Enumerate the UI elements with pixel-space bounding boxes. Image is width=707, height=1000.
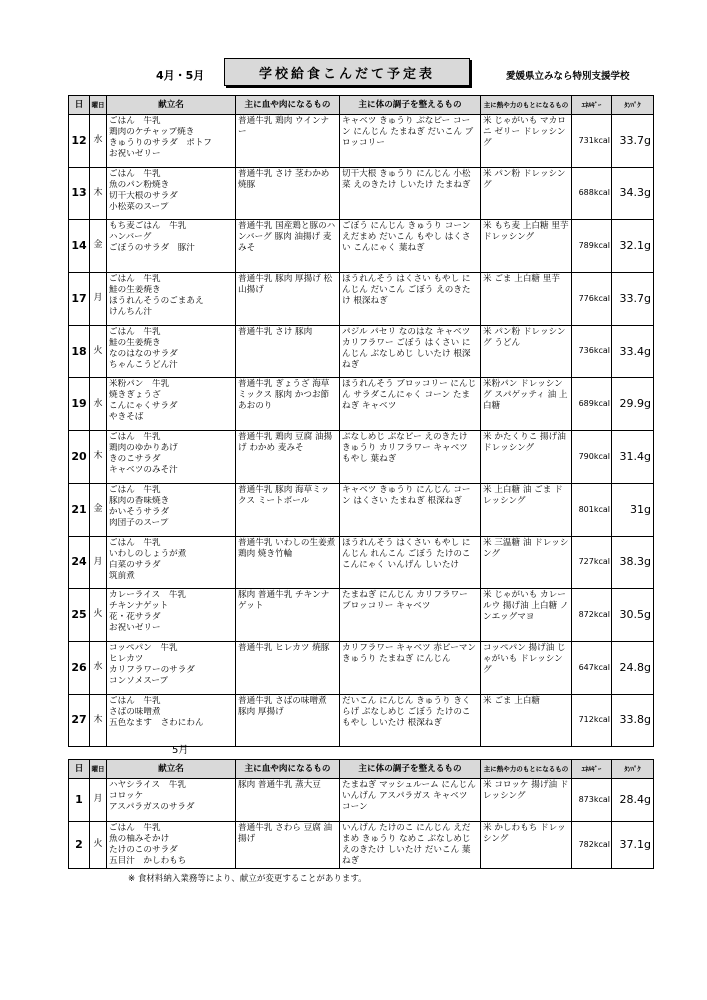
day-cell: 19: [69, 378, 90, 431]
table-row: [69, 779, 654, 822]
blood-cell: 普通牛乳 さばの味噌煮 豚肉 厚揚げ: [236, 694, 340, 747]
table-header-row: [69, 760, 654, 779]
menu-item: けんちん汁: [109, 307, 152, 318]
menu-cell: [107, 483, 236, 536]
menu-cell: [107, 325, 236, 378]
weekday-cell: 月: [90, 779, 107, 822]
menu-cell: [107, 589, 236, 642]
kcal-cell: 790kcal: [572, 431, 612, 484]
menu-item: やきそば: [109, 412, 144, 423]
energy-cell: 米 上白糖 油 ごま ドレッシング: [481, 483, 572, 536]
menu-item: かいそうサラダ: [109, 506, 170, 517]
table-row: [69, 378, 654, 431]
menu-item: 鮭の生姜焼き: [109, 337, 161, 348]
kcal-cell: 782kcal: [572, 822, 612, 869]
weekday-cell: 金: [90, 483, 107, 536]
menu-item: 焼きぎょうざ: [109, 390, 161, 401]
day-cell: 26: [69, 641, 90, 694]
body-cell: ぶなしめじ ぶなピー えのきたけ きゅうり カリフラワー キャベツ もやし 葉ねぎ: [340, 431, 481, 484]
menu-item: コッペパン 牛乳: [109, 642, 178, 653]
kcal-cell: 789kcal: [572, 220, 612, 273]
protein-cell: 31.4g: [612, 431, 654, 484]
protein-cell: 32.1g: [612, 220, 654, 273]
weekday-cell: 木: [90, 431, 107, 484]
menu-item: コンソメスープ: [109, 675, 169, 686]
menu-item: いわしのしょうが煮: [109, 548, 187, 559]
body-cell: いんげん たけのこ にんじん えだまめ きゅうり なめこ ぶなしめじ えのきたけ しいたけ だいこん 葉ねぎ: [340, 822, 481, 869]
weekday-cell: 火: [90, 822, 107, 869]
page-title: [224, 58, 470, 86]
table-row: [69, 167, 654, 220]
col-weekday: 曜日: [90, 760, 107, 779]
day-cell: 2: [69, 822, 90, 869]
blood-cell: 普通牛乳 国産鶏と豚のハンバーグ 豚肉 油揚げ 麦みそ: [236, 220, 340, 273]
menu-item: 豚肉の香味焼き: [109, 495, 170, 506]
protein-cell: 33.7g: [612, 273, 654, 326]
menu-item: 花・花サラダ: [109, 612, 161, 623]
energy-cell: 米粉パン ドレッシング スパゲッティ 油 上白糖: [481, 378, 572, 431]
may-label: 5月: [172, 745, 189, 756]
kcal-cell: 872kcal: [572, 589, 612, 642]
kcal-cell: 688kcal: [572, 167, 612, 220]
day-cell: 18: [69, 325, 90, 378]
protein-cell: 37.1g: [612, 822, 654, 869]
day-cell: 17: [69, 273, 90, 326]
menu-item: ハヤシライス 牛乳: [109, 780, 186, 790]
table-row: [69, 115, 654, 168]
col-energy: 主に熱や力のもとになるもの: [481, 760, 572, 779]
menu-item: ごはん 牛乳: [109, 274, 161, 285]
school-name: 愛媛県立みなら特別支援学校: [506, 71, 630, 82]
menu-item: こんにゃくサラダ: [109, 401, 178, 412]
day-cell: 13: [69, 167, 90, 220]
menu-item: 小松菜のスープ: [109, 201, 169, 212]
menu-item: ごはん 牛乳: [109, 537, 161, 548]
table-row: [69, 325, 654, 378]
menu-item: アスパラガスのサラダ: [109, 802, 195, 812]
body-cell: ほうれんそう はくさい もやし にんじん だいこん ごぼう えのきたけ 根深ねぎ: [340, 273, 481, 326]
blood-cell: 普通牛乳 さわら 豆腐 油揚げ: [236, 822, 340, 869]
weekday-cell: 火: [90, 325, 107, 378]
may-menu-table: [68, 759, 654, 869]
body-cell: ほうれんそう はくさい もやし にんじん れんこん ごぼう たけのこ こんにゃく いんげん しいたけ: [340, 536, 481, 589]
kcal-cell: 647kcal: [572, 641, 612, 694]
kcal-cell: 712kcal: [572, 694, 612, 747]
menu-item: ほうれんそうのごまあえ: [109, 296, 204, 307]
menu-item: ごはん 牛乳: [109, 823, 161, 833]
menu-item: ごぼうのサラダ 豚汁: [109, 243, 195, 254]
menu-item: さばの味噌煮: [109, 706, 161, 717]
menu-cell: [107, 273, 236, 326]
table-row: [69, 694, 654, 747]
blood-cell: 普通牛乳 いわしの生姜煮 鶏肉 焼き竹輪: [236, 536, 340, 589]
weekday-cell: 水: [90, 115, 107, 168]
col-kcal: ｴﾈﾙｷﾞｰ: [572, 96, 612, 115]
menu-item: コロッケ: [109, 791, 144, 801]
menu-item: 筑前煮: [109, 570, 135, 581]
table-row: [69, 641, 654, 694]
menu-item: お祝いゼリー: [109, 149, 161, 159]
col-body: 主に体の調子を整えるもの: [340, 760, 481, 779]
menu-item: きのこサラダ: [109, 454, 161, 465]
energy-cell: 米 じゃがいも マカロニ ゼリー ドレッシング: [481, 115, 572, 168]
menu-item: カリフラワーのサラダ: [109, 664, 195, 675]
weekday-cell: 火: [90, 589, 107, 642]
menu-cell: [107, 378, 236, 431]
menu-item: ごはん 牛乳: [109, 484, 161, 495]
weekday-cell: 金: [90, 220, 107, 273]
blood-cell: 普通牛乳 ヒレカツ 焼豚: [236, 641, 340, 694]
menu-item: 魚のパン粉焼き: [109, 179, 170, 190]
protein-cell: 38.3g: [612, 536, 654, 589]
protein-cell: 29.9g: [612, 378, 654, 431]
energy-cell: 米 コロッケ 揚げ油 ドレッシング: [481, 779, 572, 822]
kcal-cell: 689kcal: [572, 378, 612, 431]
col-protein: ﾀﾝﾊﾟｸ: [612, 760, 654, 779]
month-label: 4月・5月: [156, 69, 205, 82]
col-weekday: 曜日: [90, 96, 107, 115]
table-header-row: [69, 96, 654, 115]
menu-cell: [107, 536, 236, 589]
menu-item: 白菜のサラダ: [109, 559, 161, 570]
blood-cell: 普通牛乳 豚肉 厚揚げ 松山揚げ: [236, 273, 340, 326]
body-cell: 切干大根 きゅうり にんじん 小松菜 えのきたけ しいたけ たまねぎ: [340, 167, 481, 220]
kcal-cell: 776kcal: [572, 273, 612, 326]
protein-cell: 31g: [612, 483, 654, 536]
menu-item: たけのこのサラダ: [109, 845, 178, 855]
menu-item: 鶏肉のゆかりあげ: [109, 443, 178, 454]
menu-cell: [107, 167, 236, 220]
table-row: [69, 273, 654, 326]
menu-item: 肉団子のスープ: [109, 517, 169, 528]
weekday-cell: 月: [90, 536, 107, 589]
col-menu: 献立名: [107, 96, 236, 115]
day-cell: 12: [69, 115, 90, 168]
protein-cell: 33.7g: [612, 115, 654, 168]
menu-item: きゅうりのサラダ ポトフ: [109, 138, 212, 148]
energy-cell: 米 三温糖 油 ドレッシング: [481, 536, 572, 589]
col-blood: 主に血や肉になるもの: [236, 760, 340, 779]
weekday-cell: 水: [90, 378, 107, 431]
menu-cell: [107, 115, 236, 168]
menu-item: 切干大根のサラダ: [109, 190, 178, 201]
menu-item: カレーライス 牛乳: [109, 590, 187, 601]
kcal-cell: 801kcal: [572, 483, 612, 536]
body-cell: カリフラワー キャベツ 赤ピーマン きゅうり たまねぎ にんじん: [340, 641, 481, 694]
page-title-text: 学校給食こんだて予定表: [258, 66, 435, 82]
protein-cell: 30.5g: [612, 589, 654, 642]
menu-cell: [107, 431, 236, 484]
menu-item: もち麦ごはん 牛乳: [109, 221, 187, 232]
table-row: [69, 589, 654, 642]
body-cell: だいこん にんじん きゅうり きくらげ ぶなしめじ ごぼう たけのこ もやし しいたけ 根深ねぎ: [340, 694, 481, 747]
table-row: [69, 822, 654, 869]
energy-cell: 米 かたくりこ 揚げ油 ドレッシング: [481, 431, 572, 484]
menu-item: 五色なます さわにわん: [109, 717, 204, 728]
menu-item: 米粉パン 牛乳: [109, 379, 170, 390]
blood-cell: 普通牛乳 鶏肉 豆腐 油揚げ わかめ 麦みそ: [236, 431, 340, 484]
menu-item: 鮭の生姜焼き: [109, 285, 161, 296]
col-protein: ﾀﾝﾊﾟｸ: [612, 96, 654, 115]
energy-cell: 米 ごま 上白糖 里芋: [481, 273, 572, 326]
menu-cell: [107, 220, 236, 273]
menu-item: お祝いゼリー: [109, 623, 161, 634]
blood-cell: 豚肉 普通牛乳 蒸大豆: [236, 779, 340, 822]
day-cell: 27: [69, 694, 90, 747]
menu-item: 鶏肉のケチャップ焼き: [109, 127, 195, 137]
protein-cell: 33.4g: [612, 325, 654, 378]
menu-item: ハンバーグ: [109, 232, 152, 243]
body-cell: たまねぎ にんじん カリフラワー ブロッコリー キャベツ: [340, 589, 481, 642]
col-menu: 献立名: [107, 760, 236, 779]
menu-item: 魚の柚みそかけ: [109, 834, 170, 844]
col-kcal: ｴﾈﾙｷﾞｰ: [572, 760, 612, 779]
blood-cell: 普通牛乳 さけ 豚肉: [236, 325, 340, 378]
kcal-cell: 731kcal: [572, 115, 612, 168]
menu-item: ごはん 牛乳: [109, 116, 161, 126]
body-cell: たまねぎ マッシュルーム にんじん いんげん アスパラガス キャベツ コーン: [340, 779, 481, 822]
menu-item: 五目汁 かしわもち: [109, 856, 187, 866]
protein-cell: 34.3g: [612, 167, 654, 220]
blood-cell: 普通牛乳 鶏肉 ウインナー: [236, 115, 340, 168]
menu-item: ごはん 牛乳: [109, 168, 161, 179]
menu-item: キャベツのみそ汁: [109, 465, 178, 476]
body-cell: キャベツ きゅうり ぶなピー コーン にんじん たまねぎ だいこん ブロッコリー: [340, 115, 481, 168]
energy-cell: 米 もち麦 上白糖 里芋 ドレッシング: [481, 220, 572, 273]
protein-cell: 24.8g: [612, 641, 654, 694]
day-cell: 24: [69, 536, 90, 589]
blood-cell: 普通牛乳 豚肉 海草ミックス ミートボール: [236, 483, 340, 536]
energy-cell: 米 パン粉 ドレッシング: [481, 167, 572, 220]
energy-cell: 米 ごま 上白糖: [481, 694, 572, 747]
day-cell: 14: [69, 220, 90, 273]
menu-item: ちゃんこうどん汁: [109, 359, 178, 370]
energy-cell: 米 かしわもち ドレッシング: [481, 822, 572, 869]
day-cell: 25: [69, 589, 90, 642]
menu-item: なのはなのサラダ: [109, 348, 178, 359]
col-day: 日: [69, 96, 90, 115]
col-body: 主に体の調子を整えるもの: [340, 96, 481, 115]
weekday-cell: 月: [90, 273, 107, 326]
table-row: [69, 483, 654, 536]
day-cell: 1: [69, 779, 90, 822]
energy-cell: 米 じゃがいも カレールウ 揚げ油 上白糖 ノンエッグマヨ: [481, 589, 572, 642]
body-cell: キャベツ きゅうり にんじん コーン はくさい たまねぎ 根深ねぎ: [340, 483, 481, 536]
blood-cell: 普通牛乳 さけ 茎わかめ 焼豚: [236, 167, 340, 220]
body-cell: ほうれんそう ブロッコリー にんじん サラダこんにゃく コーン たまねぎ キャベツ: [340, 378, 481, 431]
table-row: [69, 431, 654, 484]
menu-item: ヒレカツ: [109, 653, 144, 664]
energy-cell: 米 パン粉 ドレッシング うどん: [481, 325, 572, 378]
menu-cell: [107, 779, 236, 822]
kcal-cell: 727kcal: [572, 536, 612, 589]
menu-cell: [107, 641, 236, 694]
menu-cell: [107, 822, 236, 869]
day-cell: 20: [69, 431, 90, 484]
col-day: 日: [69, 760, 90, 779]
col-energy: 主に熱や力のもとになるもの: [481, 96, 572, 115]
menu-item: チキンナゲット: [109, 601, 169, 612]
table-row: [69, 220, 654, 273]
menu-cell: [107, 694, 236, 747]
menu-item: ごはん 牛乳: [109, 326, 161, 337]
april-menu-table: [68, 95, 654, 747]
day-cell: 21: [69, 483, 90, 536]
menu-item: ごはん 牛乳: [109, 432, 161, 443]
weekday-cell: 木: [90, 694, 107, 747]
table-row: [69, 536, 654, 589]
col-blood: 主に血や肉になるもの: [236, 96, 340, 115]
body-cell: パジル パセリ なのはな キャベツ カリフラワー ごぼう はくさい にんじん ぶなしめじ しいたけ 根深ねぎ: [340, 325, 481, 378]
body-cell: ごぼう にんじん きゅうり コーン えだまめ だいこん もやし はくさい こんにゃく 葉ねぎ: [340, 220, 481, 273]
footnote: ※ 食材料納入業務等により、献立が変更することがあります。: [128, 874, 367, 884]
menu-item: ごはん 牛乳: [109, 695, 161, 706]
blood-cell: 豚肉 普通牛乳 チキンナゲット: [236, 589, 340, 642]
weekday-cell: 木: [90, 167, 107, 220]
protein-cell: 28.4g: [612, 779, 654, 822]
weekday-cell: 水: [90, 641, 107, 694]
energy-cell: コッペパン 揚げ油 じゃがいも ドレッシング: [481, 641, 572, 694]
kcal-cell: 736kcal: [572, 325, 612, 378]
blood-cell: 普通牛乳 ぎょうざ 海草ミックス 豚肉 かつお節 あおのり: [236, 378, 340, 431]
protein-cell: 33.8g: [612, 694, 654, 747]
kcal-cell: 873kcal: [572, 779, 612, 822]
